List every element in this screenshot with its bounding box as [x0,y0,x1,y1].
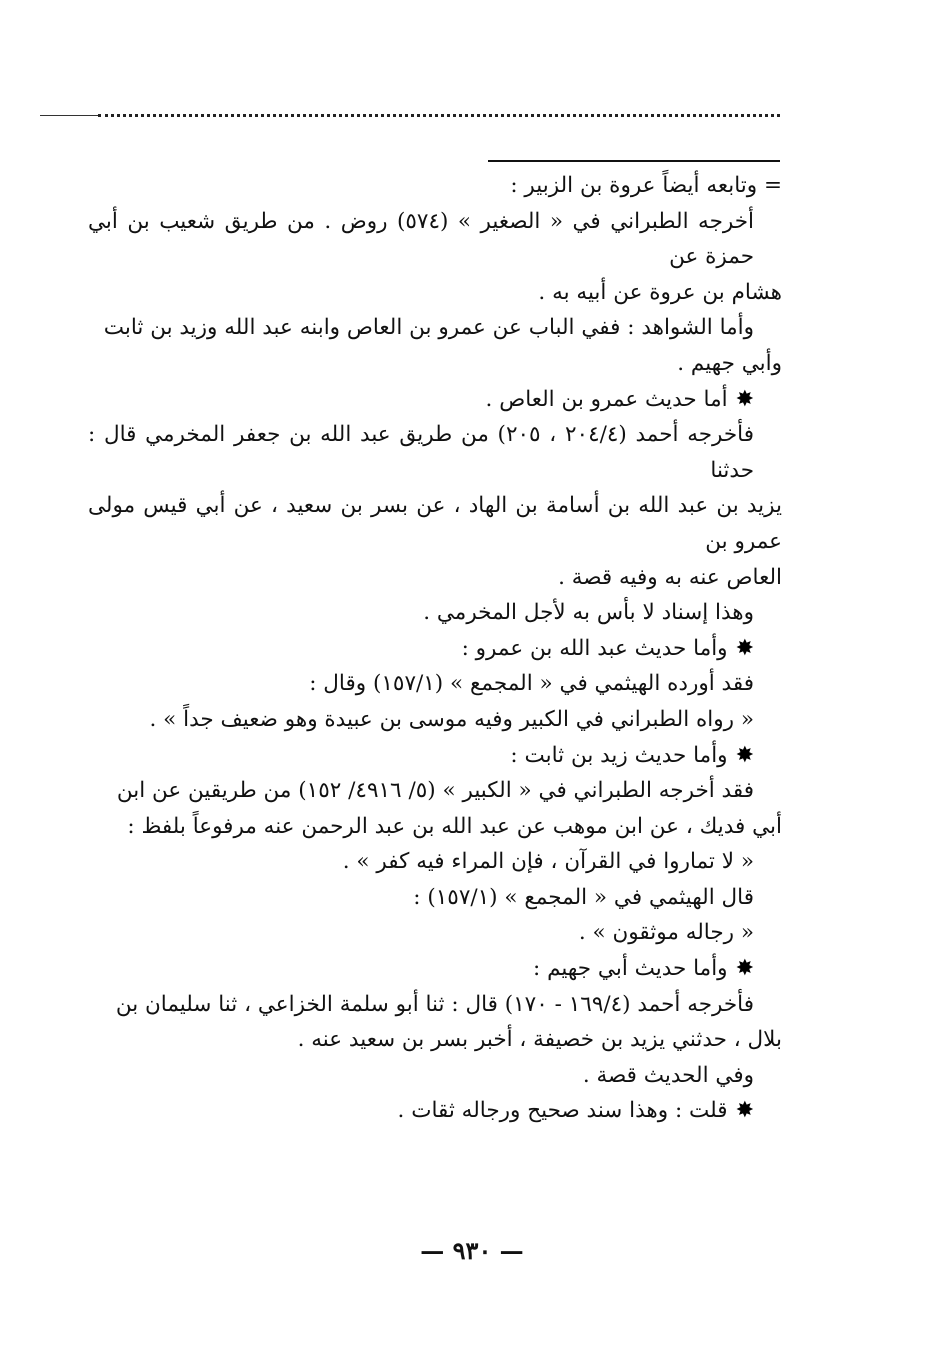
star-bullet-icon: ✸ [735,386,754,412]
text-line: العاص عنه به وفيه قصة . [558,564,782,590]
section-heading [88,951,782,987]
text-line: وأما الشواهد : ففي الباب عن عمرو بن العاص وابنه عبد الله وزيد بن ثابت [103,315,754,341]
rule-dash [40,115,98,116]
footnote-separator [488,160,780,162]
text-line: فقد أخرجه الطبراني في « الكبير » (٥/ ٤٩١٦/ ١٥٢) من طريقين عن ابن [116,778,754,804]
text-line: = وتابعه أيضاً عروة بن الزبير : [510,173,782,198]
section-heading-text: أما حديث عمرو بن العاص . [485,386,728,412]
star-bullet-icon: ✸ [735,1098,754,1124]
text-line: وهذا إسناد لا بأس به لأجل المخرمي . [423,600,754,626]
text-line: فقد أورده الهيثمي في « المجمع » (١٥٧/١) وقال : [309,671,754,697]
quote-line: « لا تماروا في القرآن ، فإن المراء فيه كفر » . [342,849,754,875]
section-heading [88,631,782,667]
text-line: يزيد بن عبد الله بن أسامة بن الهاد ، عن بسر بن سعيد ، عن أبي قيس مولى عمرو بن [88,493,782,554]
text-line: فأخرجه أحمد (٢٠٤/٤ ، ٢٠٥) من طريق عبد الله بن جعفر المخرمي قال : حدثنا [88,422,755,483]
section-heading [88,1093,782,1129]
text-line: أبي فديك ، عن ابن موهب عن عبد الله بن عبد الرحمن عنه مرفوعاً بلفظ : [127,813,782,839]
text-line: وفي الحديث قصة . [582,1062,754,1088]
page-number: — ٩٣٠ — [420,1236,524,1265]
text-line: بلال ، حدثني يزيد بن خصيفة ، أخبر بسر بن سعيد عنه . [297,1027,782,1053]
section-heading-text: وأما حديث عبد الله بن عمرو : [461,635,728,661]
quote-line: « رواه الطبراني في الكبير وفيه موسى بن عبيدة وهو ضعيف جداً » . [149,706,754,732]
rule-dots [98,114,780,117]
section-heading [88,738,782,774]
text-line: وأبي جهيم . [677,350,782,376]
header-dotted-rule [40,112,780,120]
star-bullet-icon: ✸ [735,742,754,768]
quote-line: « رجاله موثقون » . [578,920,754,946]
section-heading-text: وأما حديث أبي جهيم : [533,956,728,982]
star-bullet-icon: ✸ [735,956,754,982]
section-heading-text: وأما حديث زيد بن ثابت : [510,742,728,768]
section-heading [88,382,782,418]
star-bullet-icon: ✸ [735,635,754,661]
text-line: أخرجه الطبراني في « الصغير » (٥٧٤) روض . من طريق شعيب بن أبي حمزة عن [88,208,755,270]
footnote-body [88,168,782,1129]
text-line: قال الهيثمي في « المجمع » (١٥٧/١) : [413,884,754,910]
text-line: هشام بن عروة عن أبيه به . [538,279,782,305]
text-line: فأخرجه أحمد (١٦٩/٤ - ١٧٠) قال : ثنا أبو سلمة الخزاعي ، ثنا سليمان بن [115,991,754,1017]
section-heading-text: قلت : وهذا سند صحيح ورجاله ثقات . [397,1098,728,1124]
